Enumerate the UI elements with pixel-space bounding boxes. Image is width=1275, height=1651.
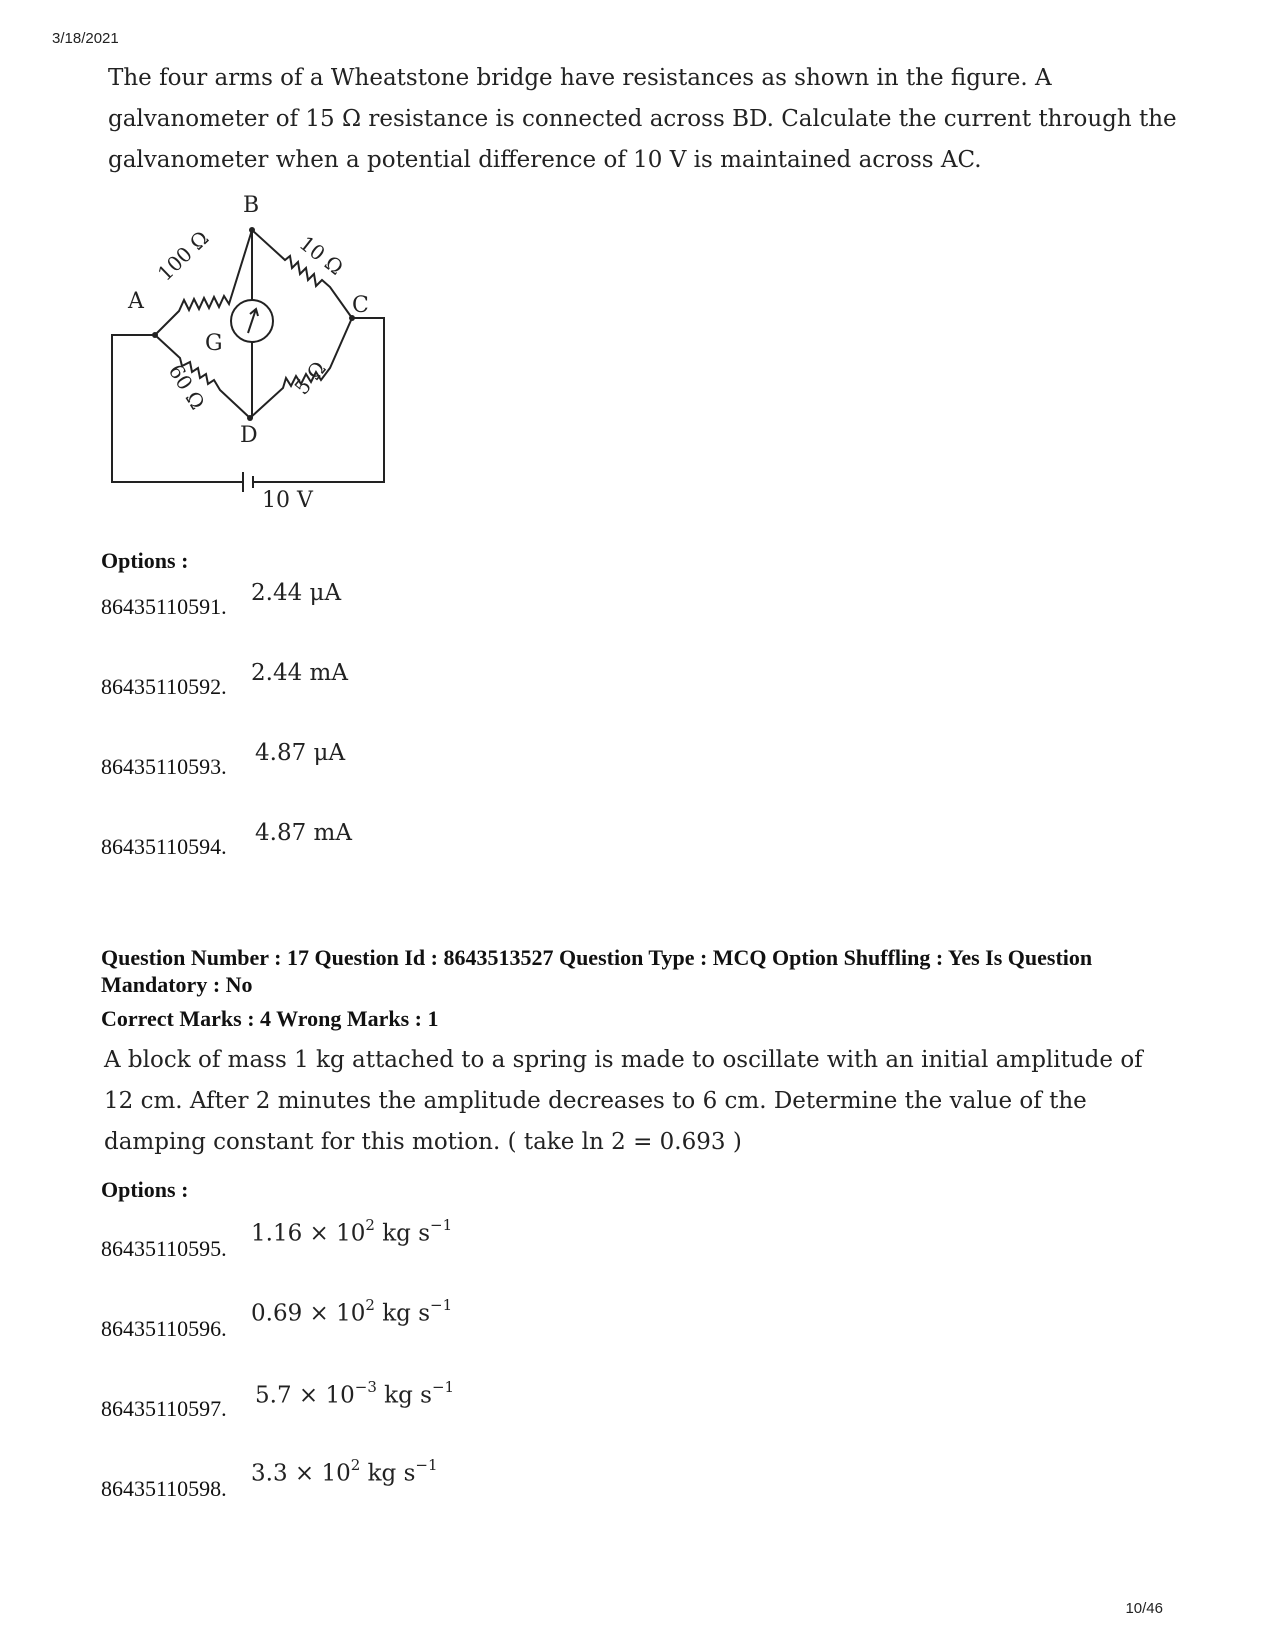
option-id: 86435110594. [101,834,227,859]
option-id: 86435110596. [101,1316,227,1341]
galvanometer-label: G [205,331,223,356]
resistor-dc-label: 5 Ω [289,356,331,400]
option-value[interactable]: $3.3 \times 10^2$ kg $s^{-1}$ [251,1456,438,1487]
battery-label: 10 V [262,488,313,513]
options-label: Options : [101,1177,189,1202]
option-id: 86435110592. [101,674,227,699]
option-value[interactable]: 4.87 μA [255,740,346,766]
option-id: 86435110595. [101,1236,227,1261]
page-number: 10/46 [1125,1600,1163,1617]
option-id: 86435110591. [101,594,227,619]
option-id: 86435110593. [101,754,227,779]
resistor-ad-label: 60 Ω [163,359,210,414]
question-16-text: The four arms of a Wheatstone bridge have resistances as shown in the figure. A galvanometer of 15 Ω resistance is connected across BD. Calculate the current through the galvanometer when a potential difference of 10 V is maintained across AC. [108,65,1177,173]
option-value[interactable]: 4.87 mA [255,820,352,846]
resistor-bc-label: 10 Ω [294,231,348,280]
option-id: 86435110597. [101,1396,227,1421]
options-label: Options : [101,548,189,573]
option-value[interactable]: $0.69 \times 10^2$ kg $s^{-1}$ [251,1296,453,1327]
question-17-marks: Correct Marks : 4 Wrong Marks : 1 [101,1006,439,1031]
node-a-label: A [128,289,144,314]
node-d-label: D [240,423,258,448]
option-id: 86435110598. [101,1476,227,1501]
resistor-ab-label: 100 Ω [152,225,214,286]
option-value[interactable]: $5.7 \times 10^{-3}$ kg $s^{-1}$ [255,1378,455,1409]
question-17-meta: Question Number : 17 Question Id : 8643513527 Question Type : MCQ Option Shuffling : Yes Is Question Mandatory : No [101,945,1093,997]
option-value[interactable]: 2.44 mA [251,660,348,686]
option-value[interactable]: 2.44 μA [251,580,342,606]
print-date: 3/18/2021 [52,30,119,47]
wheatstone-bridge-diagram [100,190,420,540]
node-c-label: C [352,293,369,318]
question-17-text: A block of mass 1 kg attached to a spring is made to oscillate with an initial amplitude of 12 cm. After 2 minutes the amplitude decreases to 6 cm. Determine the value of the damping constant for this motion. ( take ln 2 = 0.693 ) [104,1047,1143,1155]
node-b-label: B [243,193,260,218]
option-value[interactable]: $1.16 \times 10^2$ kg $s^{-1}$ [251,1216,453,1247]
